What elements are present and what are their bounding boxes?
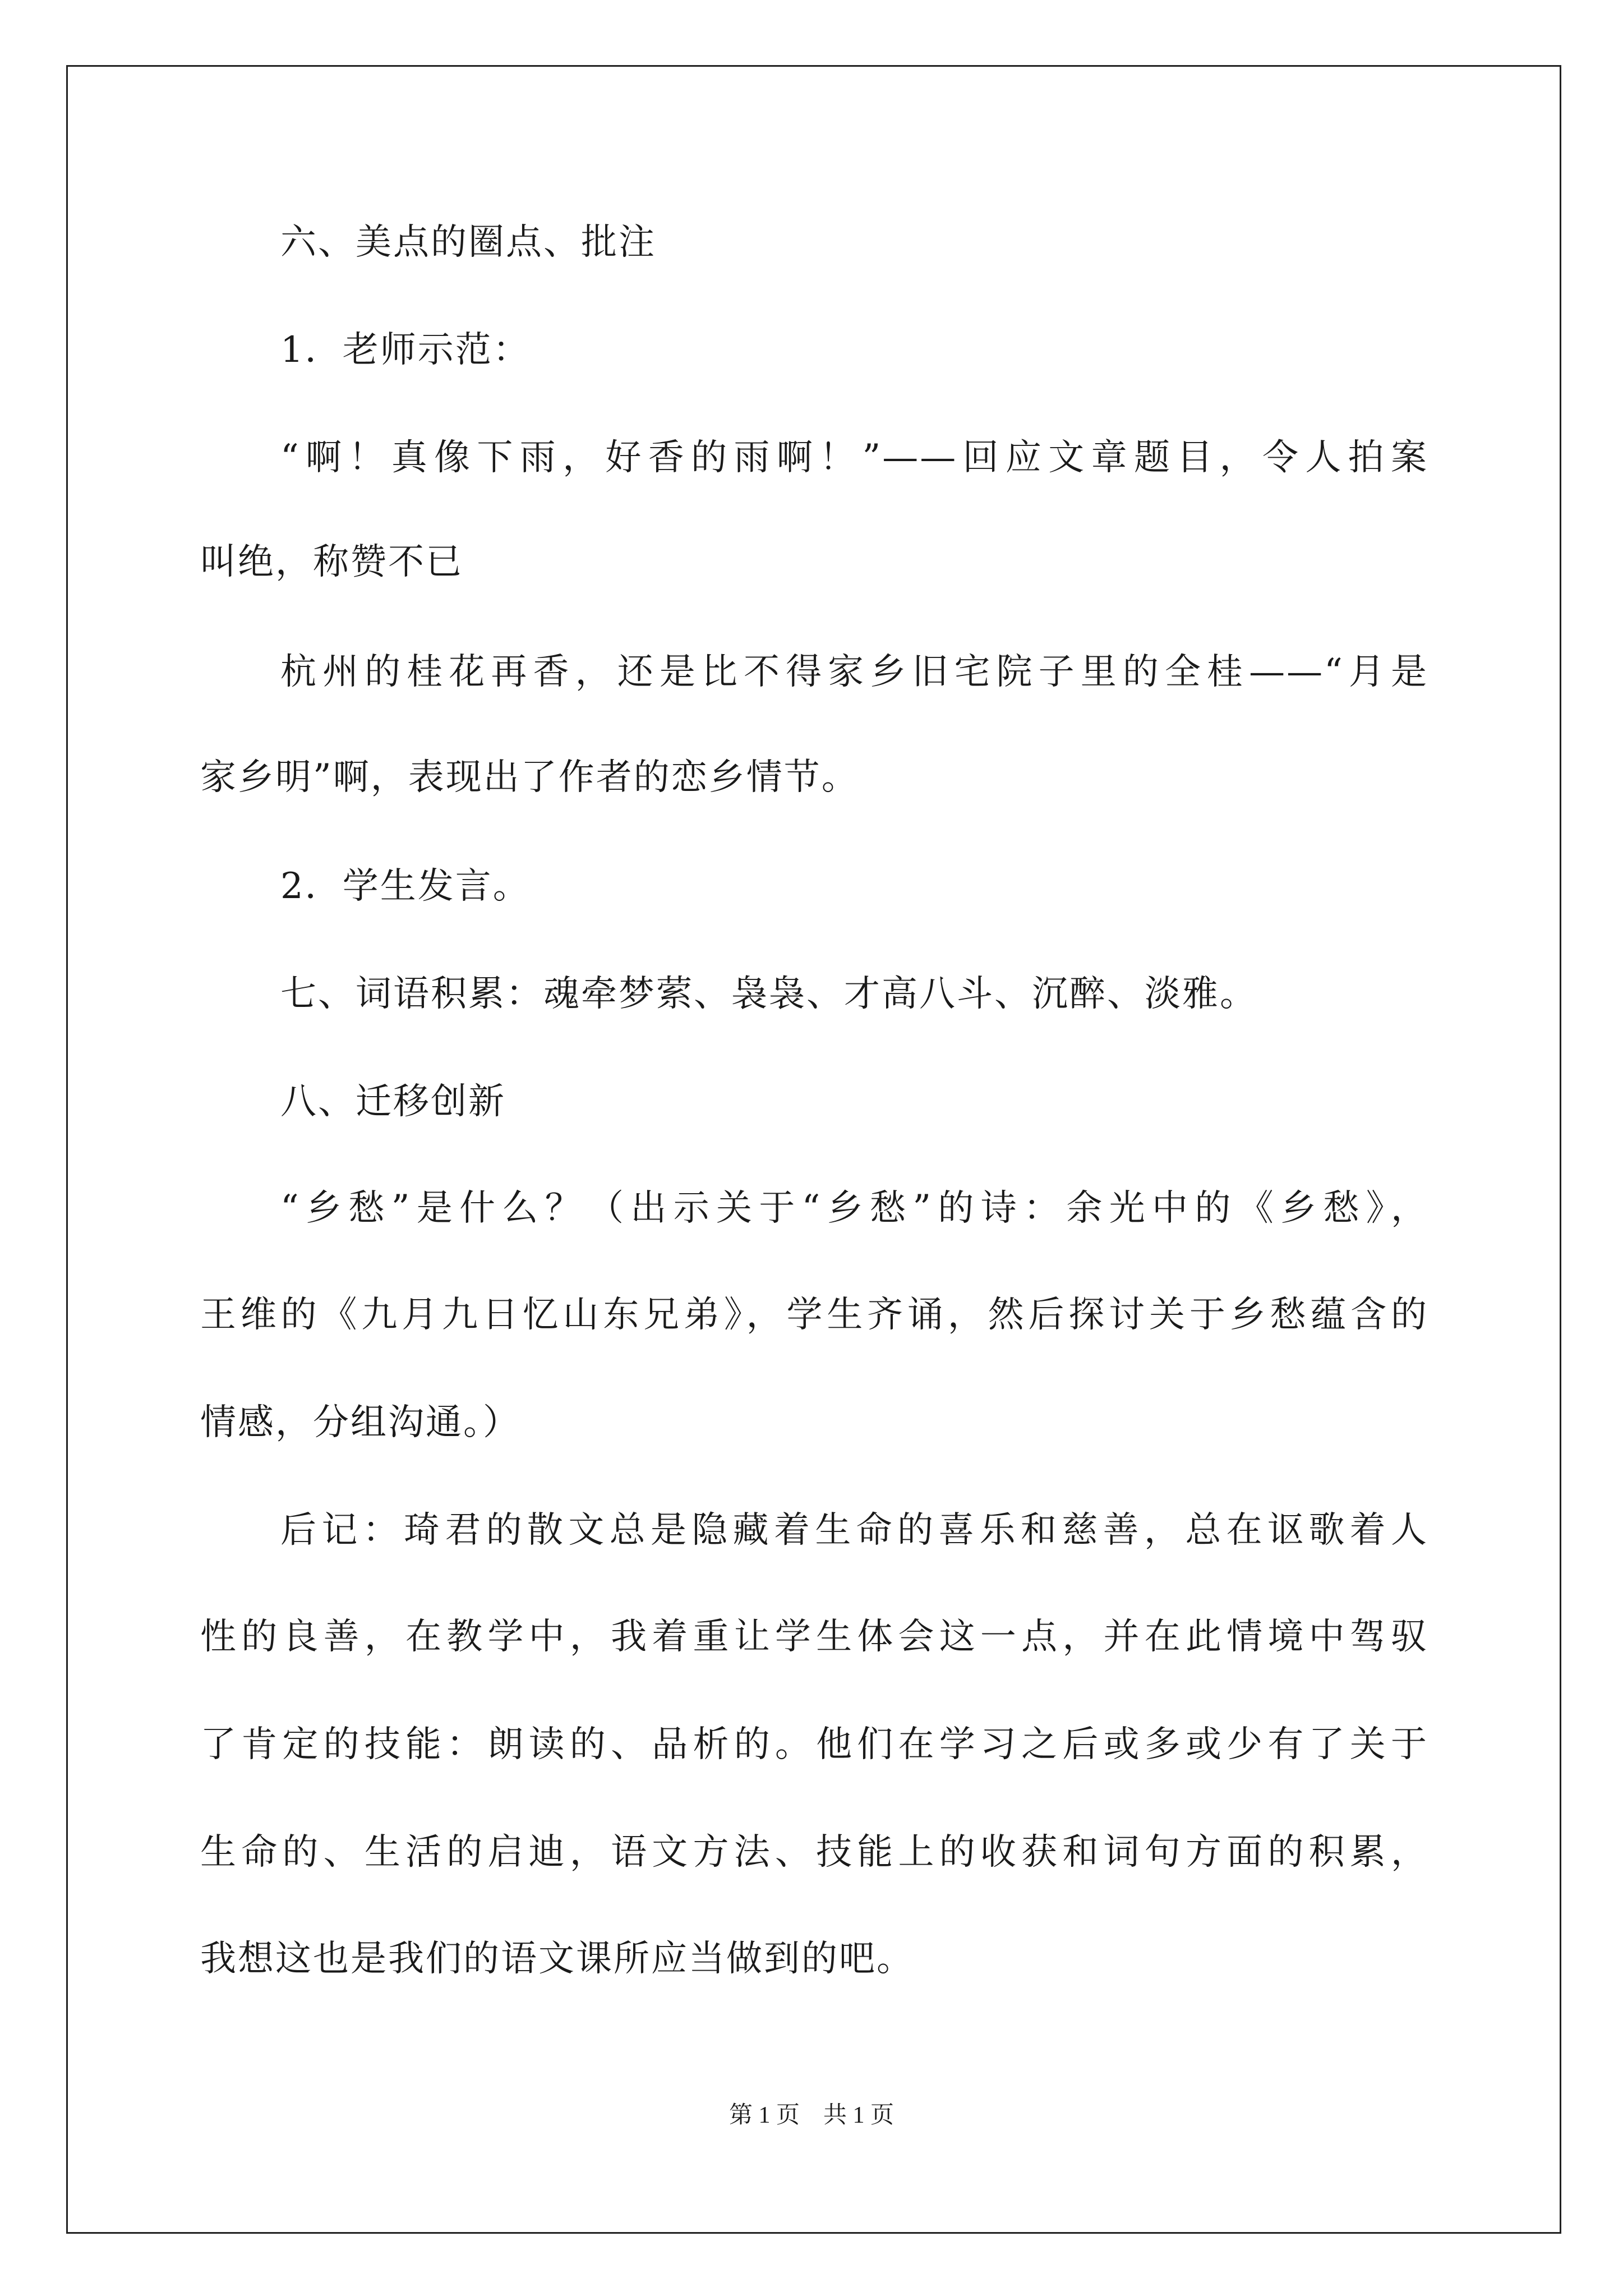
paragraph-line: 我想这也是我们的语文课所应当做到的吧。 [200,1938,914,1980]
paragraph-line: 了肯定的技能：朗读的、品析的。他们在学习之后或多或少有了关于 [200,1724,1428,1765]
page-number: 第 1 页 共 1 页 [728,2102,894,2128]
page-border [66,65,1561,2234]
heading-seven: 七、词语积累：魂牵梦萦、袅袅、才高八斗、沉醉、淡雅。 [280,973,1257,1015]
heading-six: 六、美点的圈点、批注 [280,222,656,263]
paragraph-line: 生命的、生活的启迪，语文方法、技能上的收获和词句方面的积累， [200,1832,1428,1873]
item-teacher-demo: 1．老师示范： [280,329,531,371]
paragraph-line: 叫绝，称赞不已 [200,541,463,583]
paragraph-line: “啊！真像下雨，好香的雨啊！”——回应文章题目，令人拍案 [280,437,1428,478]
paragraph-line: 王维的《九月九日忆山东兄弟》，学生齐诵，然后探讨关于乡愁蕴含的 [200,1294,1428,1336]
paragraph-line: “乡愁”是什么？（出示关于“乡愁”的诗：余光中的《乡愁》， [280,1188,1428,1229]
paragraph-line: 情感，分组沟通。） [200,1402,520,1443]
paragraph-line: 杭州的桂花再香，还是比不得家乡旧宅院子里的全桂——“月是 [280,651,1428,693]
item-student-speech: 2．学生发言。 [280,866,531,907]
heading-eight: 八、迁移创新 [280,1081,506,1122]
paragraph-line: 家乡明”啊，表现出了作者的恋乡情节。 [200,757,859,798]
paragraph-line: 性的良善，在教学中，我着重让学生体会这一点，并在此情境中驾驭 [200,1616,1428,1658]
paragraph-line: 后记：琦君的散文总是隐藏着生命的喜乐和慈善，总在讴歌着人 [280,1510,1428,1551]
